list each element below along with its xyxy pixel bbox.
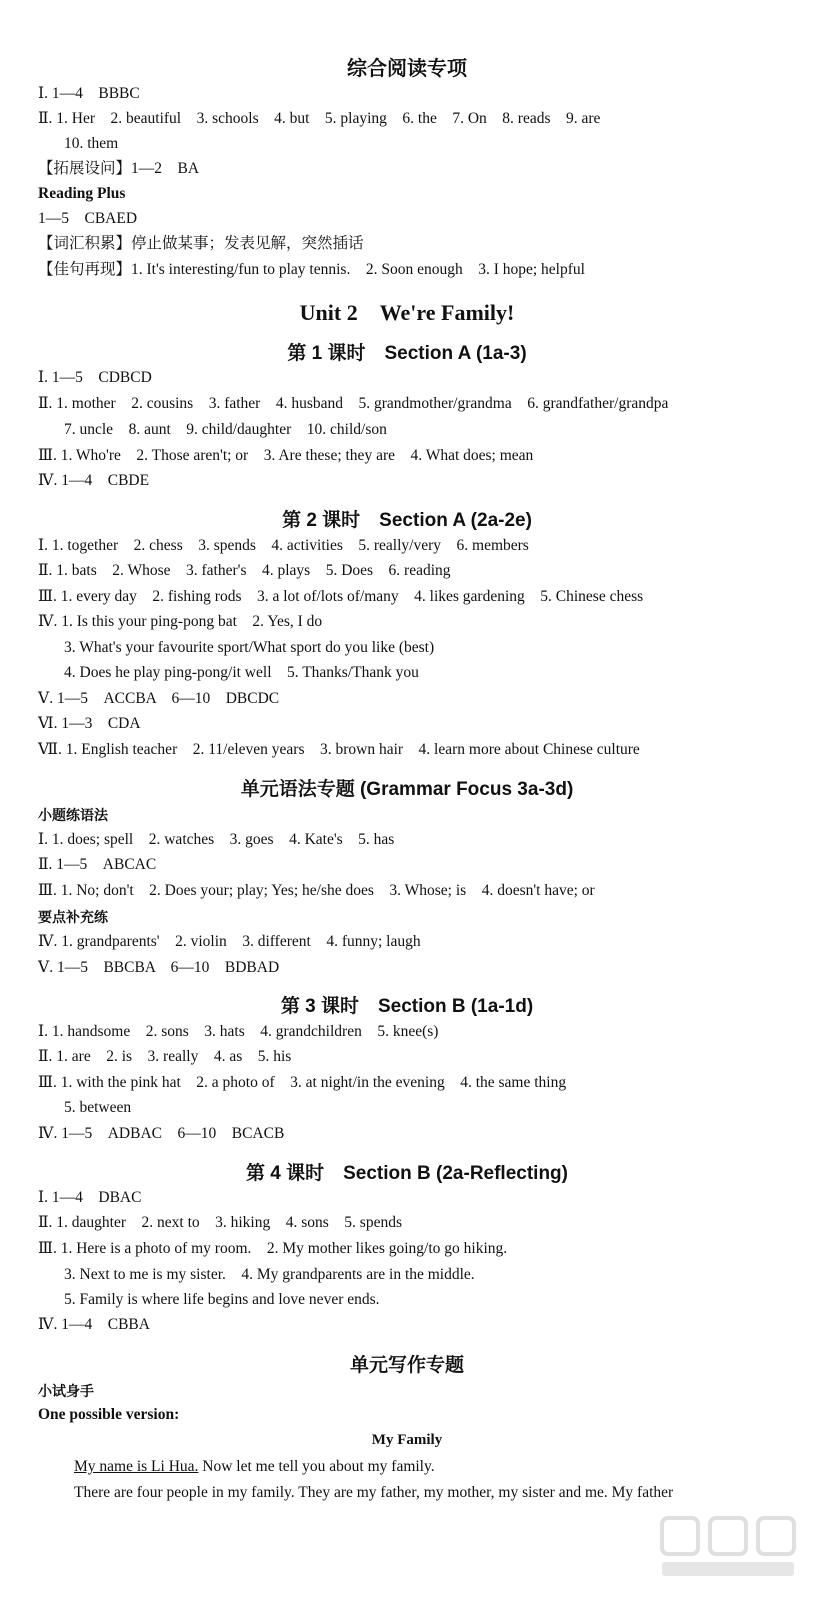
lesson-4-line-6: Ⅳ. 1—4 CBBA — [38, 1316, 150, 1333]
reading-line-6: 1—5 CBAED — [38, 210, 138, 227]
grammar-line-2: Ⅱ. 1—5 ABCAC — [38, 856, 157, 873]
grammar-sub-1: 小题练语法 — [38, 808, 108, 824]
writing-sub-1: 小试身手 — [38, 1384, 94, 1400]
lesson-4-line-1: Ⅰ. 1—4 DBAC — [38, 1189, 142, 1206]
writing-heading: 单元写作专题 — [349, 1354, 464, 1376]
essay-underlined-sentence: My name is Li Hua. — [74, 1458, 199, 1475]
lesson-2-line-1: Ⅰ. 1. together 2. chess 3. spends 4. activities 5. really/very 6. members — [38, 537, 529, 554]
lesson-1-line-3: 7. uncle 8. aunt 9. child/daughter 10. child/son — [64, 421, 387, 438]
lesson-2-line-4: Ⅳ. 1. Is this your ping-pong bat 2. Yes, I do — [38, 613, 323, 630]
grammar-heading: 单元语法专题 (Grammar Focus 3a-3d) — [240, 779, 574, 800]
watermark-logo — [658, 1510, 798, 1580]
reading-line-2: Ⅱ. 1. Her 2. beautiful 3. schools 4. but 5. playing 6. the 7. On 8. reads 9. are — [38, 110, 601, 127]
reading-line-8: 【佳句再现】1. It's interesting/fun to play tennis. 2. Soon enough 3. I hope; helpful — [38, 261, 585, 278]
lesson-1-line-1: Ⅰ. 1—5 CDBCD — [38, 369, 152, 386]
lesson-4-line-2: Ⅱ. 1. daughter 2. next to 3. hiking 4. sons 5. spends — [38, 1214, 403, 1231]
reading-line-4: 【拓展设问】1—2 BA — [38, 160, 200, 177]
grammar-line-1: Ⅰ. 1. does; spell 2. watches 3. goes 4. Kate's 5. has — [38, 831, 395, 848]
lesson-1-line-2: Ⅱ. 1. mother 2. cousins 3. father 4. husband 5. grandmother/grandma 6. grandfather/grandpa — [38, 395, 669, 412]
lesson-4-line-4: 3. Next to me is my sister. 4. My grandparents are in the middle. — [64, 1266, 475, 1283]
lesson-1-line-4: Ⅲ. 1. Who're 2. Those aren't; or 3. Are these; they are 4. What does; mean — [38, 447, 534, 464]
grammar-line-3: Ⅲ. 1. No; don't 2. Does your; play; Yes; he/she does 3. Whose; is 4. doesn't have; or — [38, 882, 595, 899]
lesson-4-line-3: Ⅲ. 1. Here is a photo of my room. 2. My mother likes going/to go hiking. — [38, 1240, 508, 1257]
lesson-3-line-5: Ⅳ. 1—5 ADBAC 6—10 BCACB — [38, 1125, 285, 1142]
grammar-sub-2: 要点补充练 — [38, 910, 108, 926]
lesson-1-line-5: Ⅳ. 1—4 CBDE — [38, 472, 150, 489]
reading-line-3: 10. them — [64, 135, 119, 152]
lesson-2-line-5: 3. What's your favourite sport/What sport do you like (best) — [64, 639, 435, 656]
grammar-line-4: Ⅳ. 1. grandparents' 2. violin 3. different 4. funny; laugh — [38, 933, 421, 950]
possible-version-label: One possible version: — [38, 1406, 180, 1423]
essay-paragraph-1 — [74, 1457, 435, 1477]
lesson-2-heading: 第 2 课时 Section A (2a-2e) — [282, 510, 532, 531]
lesson-3-line-2: Ⅱ. 1. are 2. is 3. really 4. as 5. his — [38, 1048, 292, 1065]
essay-title: My Family — [371, 1432, 443, 1448]
lesson-1-heading: 第 1 课时 Section A (1a-3) — [287, 343, 527, 364]
lesson-4-line-5: 5. Family is where life begins and love never ends. — [64, 1291, 380, 1308]
lesson-3-line-1: Ⅰ. 1. handsome 2. sons 3. hats 4. grandchildren 5. knee(s) — [38, 1023, 439, 1040]
lesson-2-line-2: Ⅱ. 1. bats 2. Whose 3. father's 4. plays 5. Does 6. reading — [38, 562, 451, 579]
reading-section-heading: 综合阅读专项 — [347, 56, 467, 80]
reading-plus-label: Reading Plus — [38, 185, 126, 202]
reading-line-1: Ⅰ. 1—4 BBBC — [38, 85, 140, 102]
lesson-2-line-8: Ⅵ. 1—3 CDA — [38, 715, 141, 732]
grammar-line-5: Ⅴ. 1—5 BBCBA 6—10 BDBAD — [38, 959, 280, 976]
lesson-2-line-6: 4. Does he play ping-pong/it well 5. Thanks/Thank you — [64, 664, 419, 681]
unit-title: Unit 2 We're Family! — [299, 300, 515, 325]
lesson-2-line-7: Ⅴ. 1—5 ACCBA 6—10 DBCDC — [38, 690, 280, 707]
essay-paragraph-1-rest: Now let me tell you about my family. — [198, 1458, 435, 1475]
lesson-4-heading: 第 4 课时 Section B (2a-Reflecting) — [246, 1163, 568, 1184]
lesson-2-line-9: Ⅶ. 1. English teacher 2. 11/eleven years 3. brown hair 4. learn more about Chinese culture — [38, 741, 640, 758]
lesson-3-heading: 第 3 课时 Section B (1a-1d) — [280, 996, 534, 1017]
reading-line-7: 【词汇积累】停止做某事；发表见解，突然插话 — [38, 235, 364, 252]
lesson-2-line-3: Ⅲ. 1. every day 2. fishing rods 3. a lot of/lots of/many 4. likes gardening 5. Chinese chess — [38, 588, 644, 605]
lesson-3-line-4: 5. between — [64, 1099, 132, 1116]
lesson-3-line-3: Ⅲ. 1. with the pink hat 2. a photo of 3. at night/in the evening 4. the same thing — [38, 1074, 567, 1091]
essay-paragraph-2: There are four people in my family. They are my father, my mother, my sister and me. My father — [74, 1484, 674, 1501]
